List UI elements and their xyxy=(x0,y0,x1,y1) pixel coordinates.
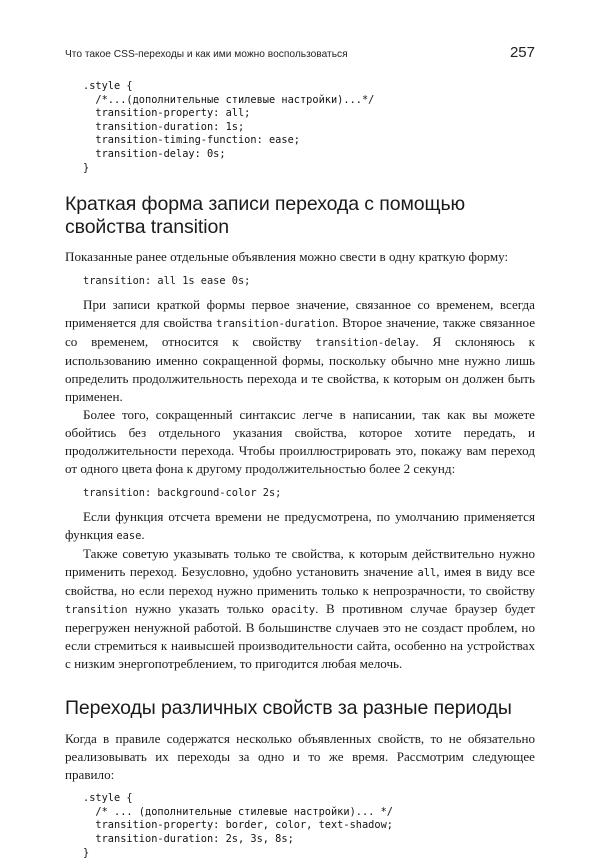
inline-code: transition-delay xyxy=(315,337,416,350)
text-run: . Второе значение, также связанное со временем, относится к свойству xyxy=(65,315,536,350)
running-header xyxy=(65,44,535,61)
text-run: нужно указать только xyxy=(127,601,272,617)
inline-code: all xyxy=(417,567,437,580)
paragraph-intro-periods: Когда в правиле содержатся несколько объявленных свойств, то не обязательно реализовывать их переходы за одно и то же время. Рассмотрим следующее правило: xyxy=(65,731,535,783)
paragraph-shorthand-benefits: Более того, сокращенный синтаксис легче в написании, так как вы можете обойтись без отдельного указания свойства, которое хотите передать, и продолжительности перехода. Чтобы проиллюстрировать это, покажу вам переход от одного цвета фона к другому продолжительностью более 2 секунд: xyxy=(65,407,535,477)
text-run: При записи краткой формы первое значение, связанное со временем, всегда применяется для свойства xyxy=(65,297,535,331)
page-number: 257 xyxy=(509,44,535,61)
section-heading-different-periods: Переходы различных свойств за разные периоды xyxy=(65,697,512,720)
paragraph-intro-shorthand: Показанные ранее отдельные объявления можно свести в одну краткую форму: xyxy=(65,249,509,265)
text-run: , имея в виду все свойства, но если переход нужно применить только к непрозрачности, то свойству xyxy=(65,564,535,599)
code-line-shorthand: transition: all 1s ease 0s; xyxy=(83,275,251,288)
paragraph-default-ease xyxy=(65,508,535,545)
code-block-longhand: .style { /*...(дополнительные стилевые настройки)...*/ transition-property: all; transition-duration: 1s; transition-timing-function: ease; transition-delay: 0s; } xyxy=(83,80,375,174)
inline-code: transition-duration xyxy=(216,318,335,331)
text-run: Если функция отсчета времени не предусмотрена, по умолчанию применяется функция xyxy=(65,509,535,543)
code-block-multiple-durations: .style { /* ... (дополнительные стилевые настройки)... */ transition-property: border, color, text-shadow; transition-duration: 2s, 3s, 8s; } xyxy=(83,792,393,859)
text-run: . В противном случае браузер будет перегружен ненужной работой. В большинстве случаев это не создаст проблем, но если стремиться к наивысшей производительности сайта, особенно на устройствах с низким энергопотреблением, то пригодится любая мелочь. xyxy=(65,601,536,672)
text-run: Также советую указывать только те свойства, к которым действительно нужно применить переход. Безусловно, удобно установить значение xyxy=(65,546,535,580)
running-title: Что такое CSS-переходы и как ими можно воспользоваться xyxy=(65,49,348,60)
section-heading-shorthand: Краткая форма записи перехода с помощью свойства transition xyxy=(65,193,466,239)
inline-code: ease xyxy=(116,530,142,543)
code-line-background: transition: background-color 2s; xyxy=(83,487,282,500)
text-run: . Я склоняюсь к использованию именно сокращенной формы, поскольку обычно мне нужно лишь определить продолжительность перехода и те свойства, к которым он должен быть применен. xyxy=(65,334,535,405)
text-run: . xyxy=(141,527,145,543)
inline-code: opacity xyxy=(271,604,316,617)
paragraph-shorthand-order xyxy=(65,296,535,406)
inline-code: transition xyxy=(65,604,128,617)
page-content xyxy=(65,80,535,860)
paragraph-specific-properties xyxy=(65,545,535,673)
